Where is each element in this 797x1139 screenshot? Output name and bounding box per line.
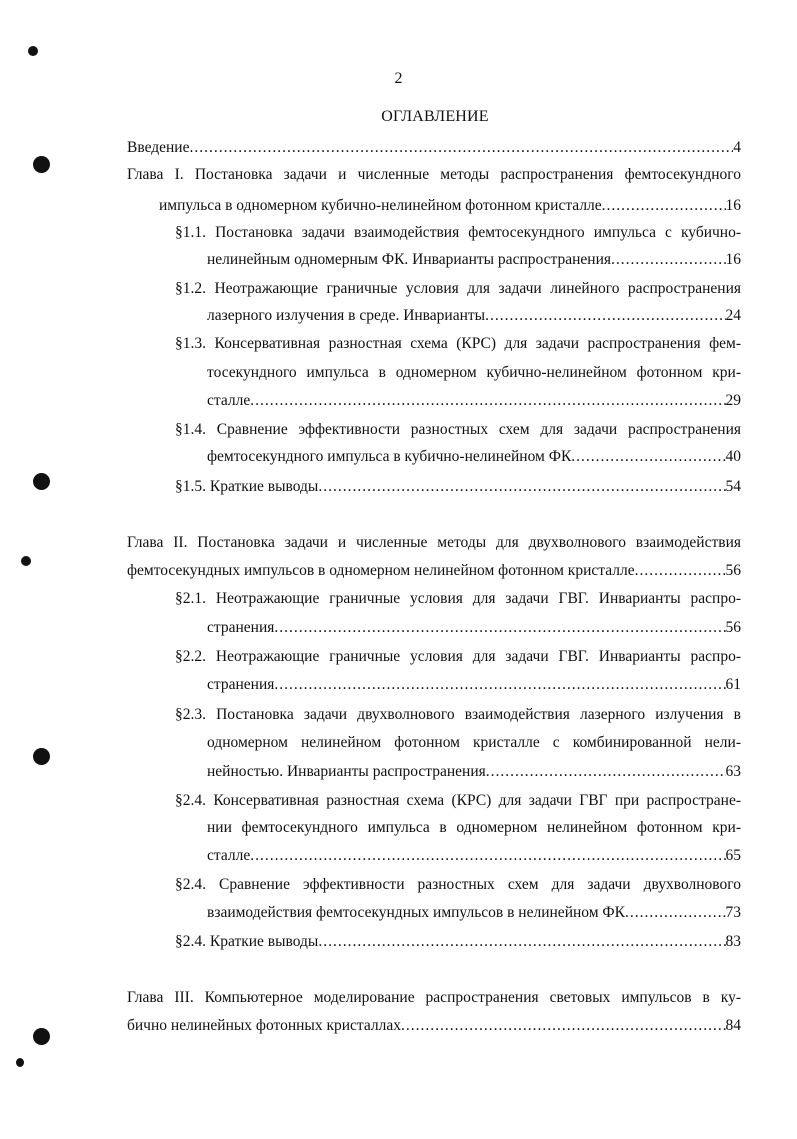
toc-section-2-4-line[interactable]: §2.4. Консервативная разностная схема (КРС) для задачи ГВГ при распростране-: [175, 792, 741, 809]
leader-dots: [318, 477, 725, 497]
toc-section-1-2[interactable]: [207, 306, 741, 326]
page-title: ОГЛАВЛЕНИЕ: [381, 108, 489, 125]
toc-entry-text: взаимодействия фемтосекундных импульсов в нелинейном ФК: [207, 904, 626, 921]
toc-section-1-1-line[interactable]: §1.1. Постановка задачи взаимодействия фемтосекундного импульса с кубично-: [175, 224, 741, 241]
toc-entry-text: бично нелинейных фотонных кристаллах: [127, 1017, 401, 1034]
toc-page-number: 16: [725, 251, 741, 268]
toc-section-2-1-line[interactable]: §2.1. Неотражающие граничные условия для задачи ГВГ. Инварианты распро-: [175, 590, 741, 607]
toc-entry-text: фемтосекундных импульсов в одномерном нелинейном фотонном кристалле: [127, 562, 635, 579]
leader-dots: [274, 618, 725, 638]
toc-section-1-3-line[interactable]: тосекундного импульса в одномерном кубично-нелинейном фотонном кри-: [207, 364, 741, 381]
leader-dots: [485, 306, 725, 326]
toc-page-number: 29: [725, 392, 741, 409]
toc-page-number: 40: [725, 448, 741, 465]
binder-hole: [33, 473, 50, 490]
leader-dots: [571, 447, 725, 467]
toc-entry-text: фемтосекундного импульса в кубично-нелинейном ФК: [207, 448, 572, 465]
toc-chapter-3[interactable]: [127, 1016, 741, 1036]
toc-section-2-6[interactable]: [175, 932, 741, 952]
toc-page-number: 65: [725, 847, 741, 864]
toc-chapter-2-line[interactable]: Глава II. Постановка задачи и численные методы для двухволнового взаимодействия: [127, 534, 741, 551]
toc-entry-text: Введение: [127, 139, 190, 156]
toc-chapter-1[interactable]: [159, 196, 741, 216]
leader-dots: [486, 762, 726, 782]
margin-speck: [28, 46, 38, 56]
toc-section-1-3-line[interactable]: §1.3. Консервативная разностная схема (КРС) для задачи распространения фем-: [175, 335, 741, 352]
toc-section-1-3[interactable]: [207, 391, 741, 411]
toc-page-number: 4: [733, 139, 741, 156]
toc-section-2-3-line[interactable]: §2.3. Постановка задачи двухволнового взаимодействия лазерного излучения в: [175, 706, 741, 723]
toc-entry-text: сталле: [207, 392, 251, 409]
toc-entry-text: странения: [207, 619, 275, 636]
toc-section-1-4-line[interactable]: §1.4. Сравнение эффективности разностных схем для задачи распространения: [175, 421, 741, 438]
leader-dots: [274, 675, 725, 695]
toc-entry-text: §2.4. Краткие выводы: [175, 933, 319, 950]
toc-section-1-5[interactable]: [175, 477, 741, 497]
toc-section-2-4-line[interactable]: нии фемтосекундного импульса в одномерном нелинейном фотонном кри-: [207, 819, 741, 836]
leader-dots: [401, 1016, 726, 1036]
toc-section-1-2-line[interactable]: §1.2. Неотражающие граничные условия для задачи линейного распространения: [175, 280, 741, 297]
toc-section-2-1[interactable]: [207, 618, 741, 638]
toc-entry-text: странения: [207, 676, 275, 693]
toc-page-number: 56: [725, 562, 741, 579]
toc-section-2-5-line[interactable]: §2.4. Сравнение эффективности разностных схем для задачи двухволнового: [175, 876, 741, 893]
toc-chapter-2[interactable]: [127, 561, 741, 581]
leader-dots: [602, 196, 726, 216]
toc-page-number: 16: [725, 197, 741, 214]
toc-page-number: 63: [725, 763, 741, 780]
toc-section-2-2[interactable]: [207, 675, 741, 695]
toc-page-number: 61: [725, 676, 741, 693]
toc-section-2-4[interactable]: [207, 846, 741, 866]
toc-page-number: 24: [725, 307, 741, 324]
toc-page-number: 83: [725, 933, 741, 950]
leader-dots: [611, 250, 726, 270]
toc-entry-text: лазерного излучения в среде. Инварианты: [207, 307, 486, 324]
binder-hole: [33, 156, 50, 173]
margin-speck: [21, 556, 31, 566]
margin-speck: [16, 1058, 24, 1067]
leader-dots: [318, 932, 725, 952]
toc-section-2-5[interactable]: [207, 903, 741, 923]
toc-page-number: 56: [725, 619, 741, 636]
binder-hole: [33, 1028, 50, 1045]
toc-entry-text: §1.5. Краткие выводы: [175, 478, 319, 495]
toc-page-number: 84: [725, 1017, 741, 1034]
leader-dots: [635, 561, 726, 581]
toc-entry-text: импульса в одномерном кубично-нелинейном фотонном кристалле: [159, 197, 602, 214]
page-number: 2: [394, 70, 403, 87]
toc-entry-intro[interactable]: [127, 138, 741, 158]
toc-entry-text: нелинейным одномерным ФК. Инварианты распространения: [207, 251, 611, 268]
toc-section-1-4[interactable]: [207, 447, 741, 467]
leader-dots: [625, 903, 725, 923]
toc-page-number: 73: [725, 904, 741, 921]
toc-section-2-3[interactable]: [207, 762, 741, 782]
toc-chapter-3-line[interactable]: Глава III. Компьютерное моделирование распространения световых импульсов в ку-: [127, 989, 741, 1006]
leader-dots: [250, 391, 725, 411]
toc-entry-text: сталле: [207, 847, 251, 864]
toc-page-number: 54: [725, 478, 741, 495]
binder-hole: [33, 748, 50, 765]
leader-dots: [250, 846, 725, 866]
toc-entry-text: нейностью. Инварианты распространения: [207, 763, 486, 780]
toc-section-2-2-line[interactable]: §2.2. Неотражающие граничные условия для задачи ГВГ. Инварианты распро-: [175, 648, 741, 665]
toc-section-2-3-line[interactable]: одномерном нелинейном фотонном кристалле с комбинированной нели-: [207, 734, 741, 751]
toc-section-1-1[interactable]: [207, 250, 741, 270]
toc-chapter-1-line[interactable]: Глава I. Постановка задачи и численные методы распространения фемтосекундного: [127, 166, 741, 183]
leader-dots: [189, 138, 733, 158]
